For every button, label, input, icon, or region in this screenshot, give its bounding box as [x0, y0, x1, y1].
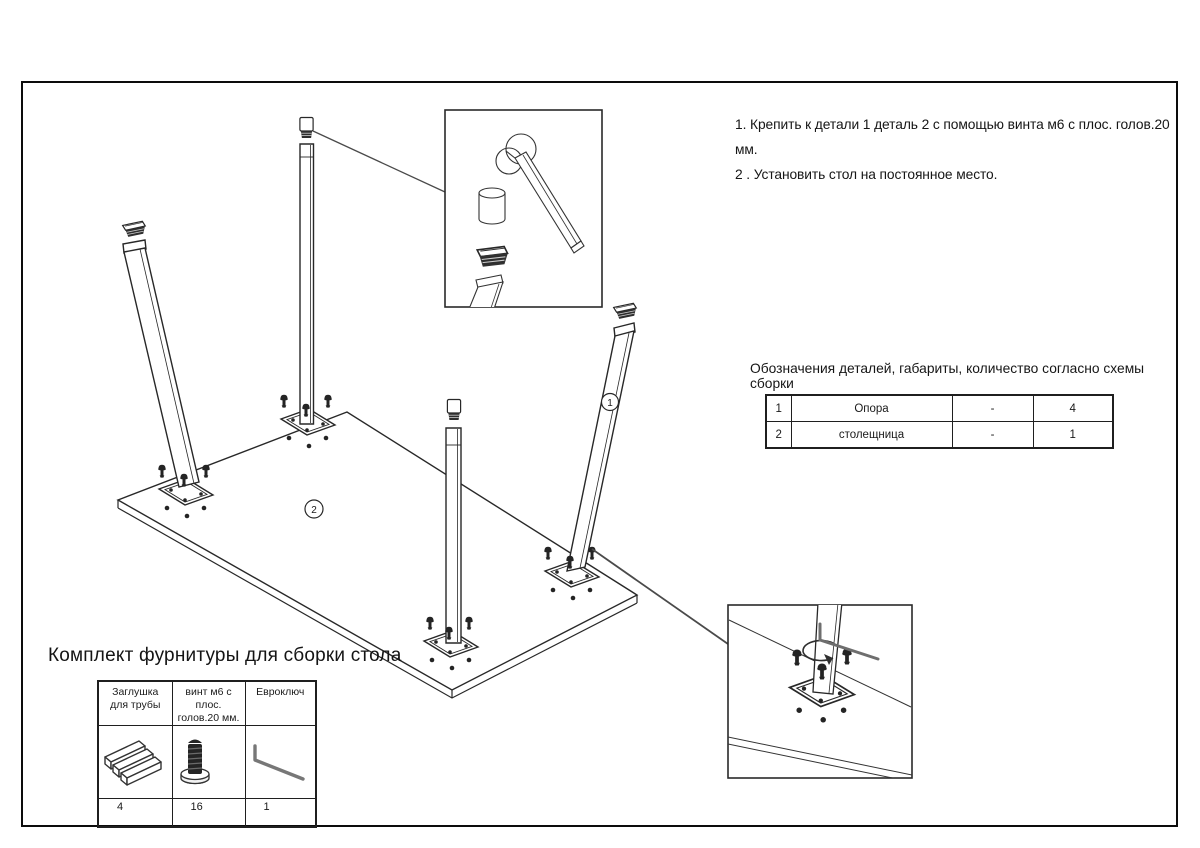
hex-key-icon [246, 738, 310, 786]
kit-image-cell [172, 726, 245, 799]
flat-head-screw-icon [173, 734, 217, 790]
part-name-cell: Опора [791, 395, 952, 422]
part-dims-cell: - [952, 395, 1033, 422]
parts-table-title: Обозначения деталей, габариты, количество согласно схемы сборки [750, 361, 1145, 391]
leg-back-left [300, 144, 314, 424]
part-name-cell: столещница [791, 422, 952, 449]
table-row [98, 799, 316, 828]
leg-front-left [123, 240, 199, 487]
tube-cap-icon [613, 303, 637, 319]
kit-qty-cell: 1 [245, 799, 316, 828]
detail-view-hex-key [728, 602, 912, 782]
kit-header-cell: Евроключ [245, 681, 316, 726]
part-label-tabletop [305, 500, 323, 518]
table-row [766, 395, 1113, 422]
kit-header-cell: Заглушка для трубы [98, 681, 172, 726]
tube-cap-icon [300, 118, 313, 139]
instruction-step-1: 1. Крепить к детали 1 деталь 2 с помощью винта м6 с плос. голов.20 мм. [735, 117, 1170, 157]
hardware-kit-table [97, 680, 317, 828]
leg-right [567, 323, 635, 571]
leg-front-middle [446, 428, 461, 643]
tube-cap-icon [447, 400, 460, 421]
kit-image-cell [98, 726, 172, 799]
part-number-cell: 2 [766, 422, 791, 449]
tube-cap-icon [99, 731, 165, 793]
hardware-kit-title: Комплект фурнитуры для сборки стола [48, 645, 402, 666]
table-row [98, 681, 316, 726]
kit-qty-cell: 4 [98, 799, 172, 828]
part-qty-cell: 1 [1033, 422, 1113, 449]
tube-cap-icon [122, 221, 146, 237]
kit-header-cell: винт м6 с плос. голов.20 мм. [172, 681, 245, 726]
kit-qty-cell: 16 [172, 799, 245, 828]
assembly-instructions [735, 112, 1180, 187]
parts-table [765, 394, 1114, 449]
svg-text:1: 1 [607, 398, 613, 409]
part-qty-cell: 4 [1033, 395, 1113, 422]
detail-view-cap [445, 110, 602, 309]
leader-line-cap-detail [313, 131, 445, 192]
kit-image-cell [245, 726, 316, 799]
instruction-step-2: 2 . Установить стол на постоянное место. [735, 167, 998, 182]
table-row [98, 726, 316, 799]
part-label-leg [602, 394, 619, 411]
svg-text:2: 2 [311, 505, 317, 516]
table-row [766, 422, 1113, 449]
part-number-cell: 1 [766, 395, 791, 422]
part-dims-cell: - [952, 422, 1033, 449]
